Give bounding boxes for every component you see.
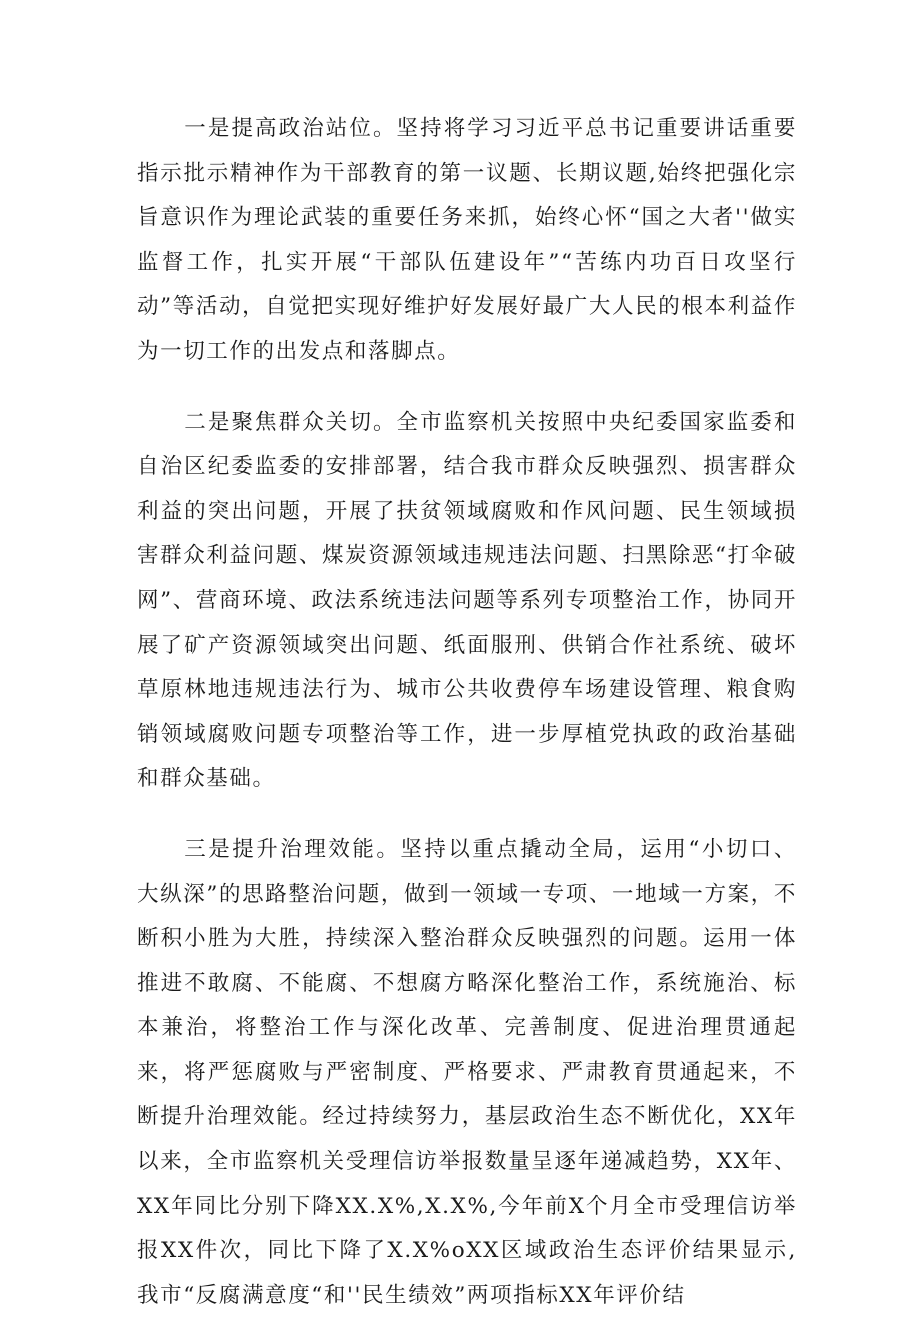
- paragraph-raise-political-stance: 一是提高政治站位。坚持将学习习近平总书记重要讲话重要指示批示精神作为干部教育的第一议题、长期议题,始终把强化宗旨意识作为理论武装的重要任务来抓，始终心怀“国之大者''做实监督工作，扎实开展“干部队伍建设年”“苦练内功百日攻坚行动”等活动，自觉把实现好维护好发展好最广大人民的根本利益作为一切工作的出发点和落脚点。: [137, 116, 797, 364]
- document-body: [137, 107, 797, 1318]
- paragraph-improve-governance-efficiency: 三是提升治理效能。坚持以重点撬动全局，运用“小切口、大纵深”的思路整治问题，做到一领域一专项、一地域一方案，不断积小胜为大胜，持续深入整治群众反映强烈的问题。运用一体推进不敢腐、不能腐、不想腐方略深化整治工作，系统施治、标本兼治，将整治工作与深化改革、完善制度、促进治理贯通起来，将严惩腐败与严密制度、严格要求、严肃教育贯通起来，不断提升治理效能。经过持续努力，基层政治生态不断优化，XX年以来，全市监察机关受理信访举报数量呈逐年递减趋势，XX年、XX年同比分别下降XX.X%,X.X%,今年前X个月全市受理信访举报XX件次，同比下降了X.X%oXX区域政治生态评价结果显示,我市“反腐满意度“和''民生绩效”两项指标XX年评价结: [137, 836, 797, 1308]
- paragraph-focus-public-concerns: 二是聚焦群众关切。全市监察机关按照中央纪委国家监委和自治区纪委监委的安排部署，结合我市群众反映强烈、损害群众利益的突出问题，开展了扶贫领域腐败和作风问题、民生领域损害群众利益问题、煤炭资源领域违规违法问题、扫黑除恶“打伞破网”、营商环境、政法系统违法问题等系列专项整治工作，协同开展了矿产资源领域突出问题、纸面服刑、供销合作社系统、破坏草原林地违规违法行为、城市公共收费停车场建设管理、粮食购销领域腐败问题专项整治等工作，进一步厚植党执政的政治基础和群众基础。: [137, 409, 797, 792]
